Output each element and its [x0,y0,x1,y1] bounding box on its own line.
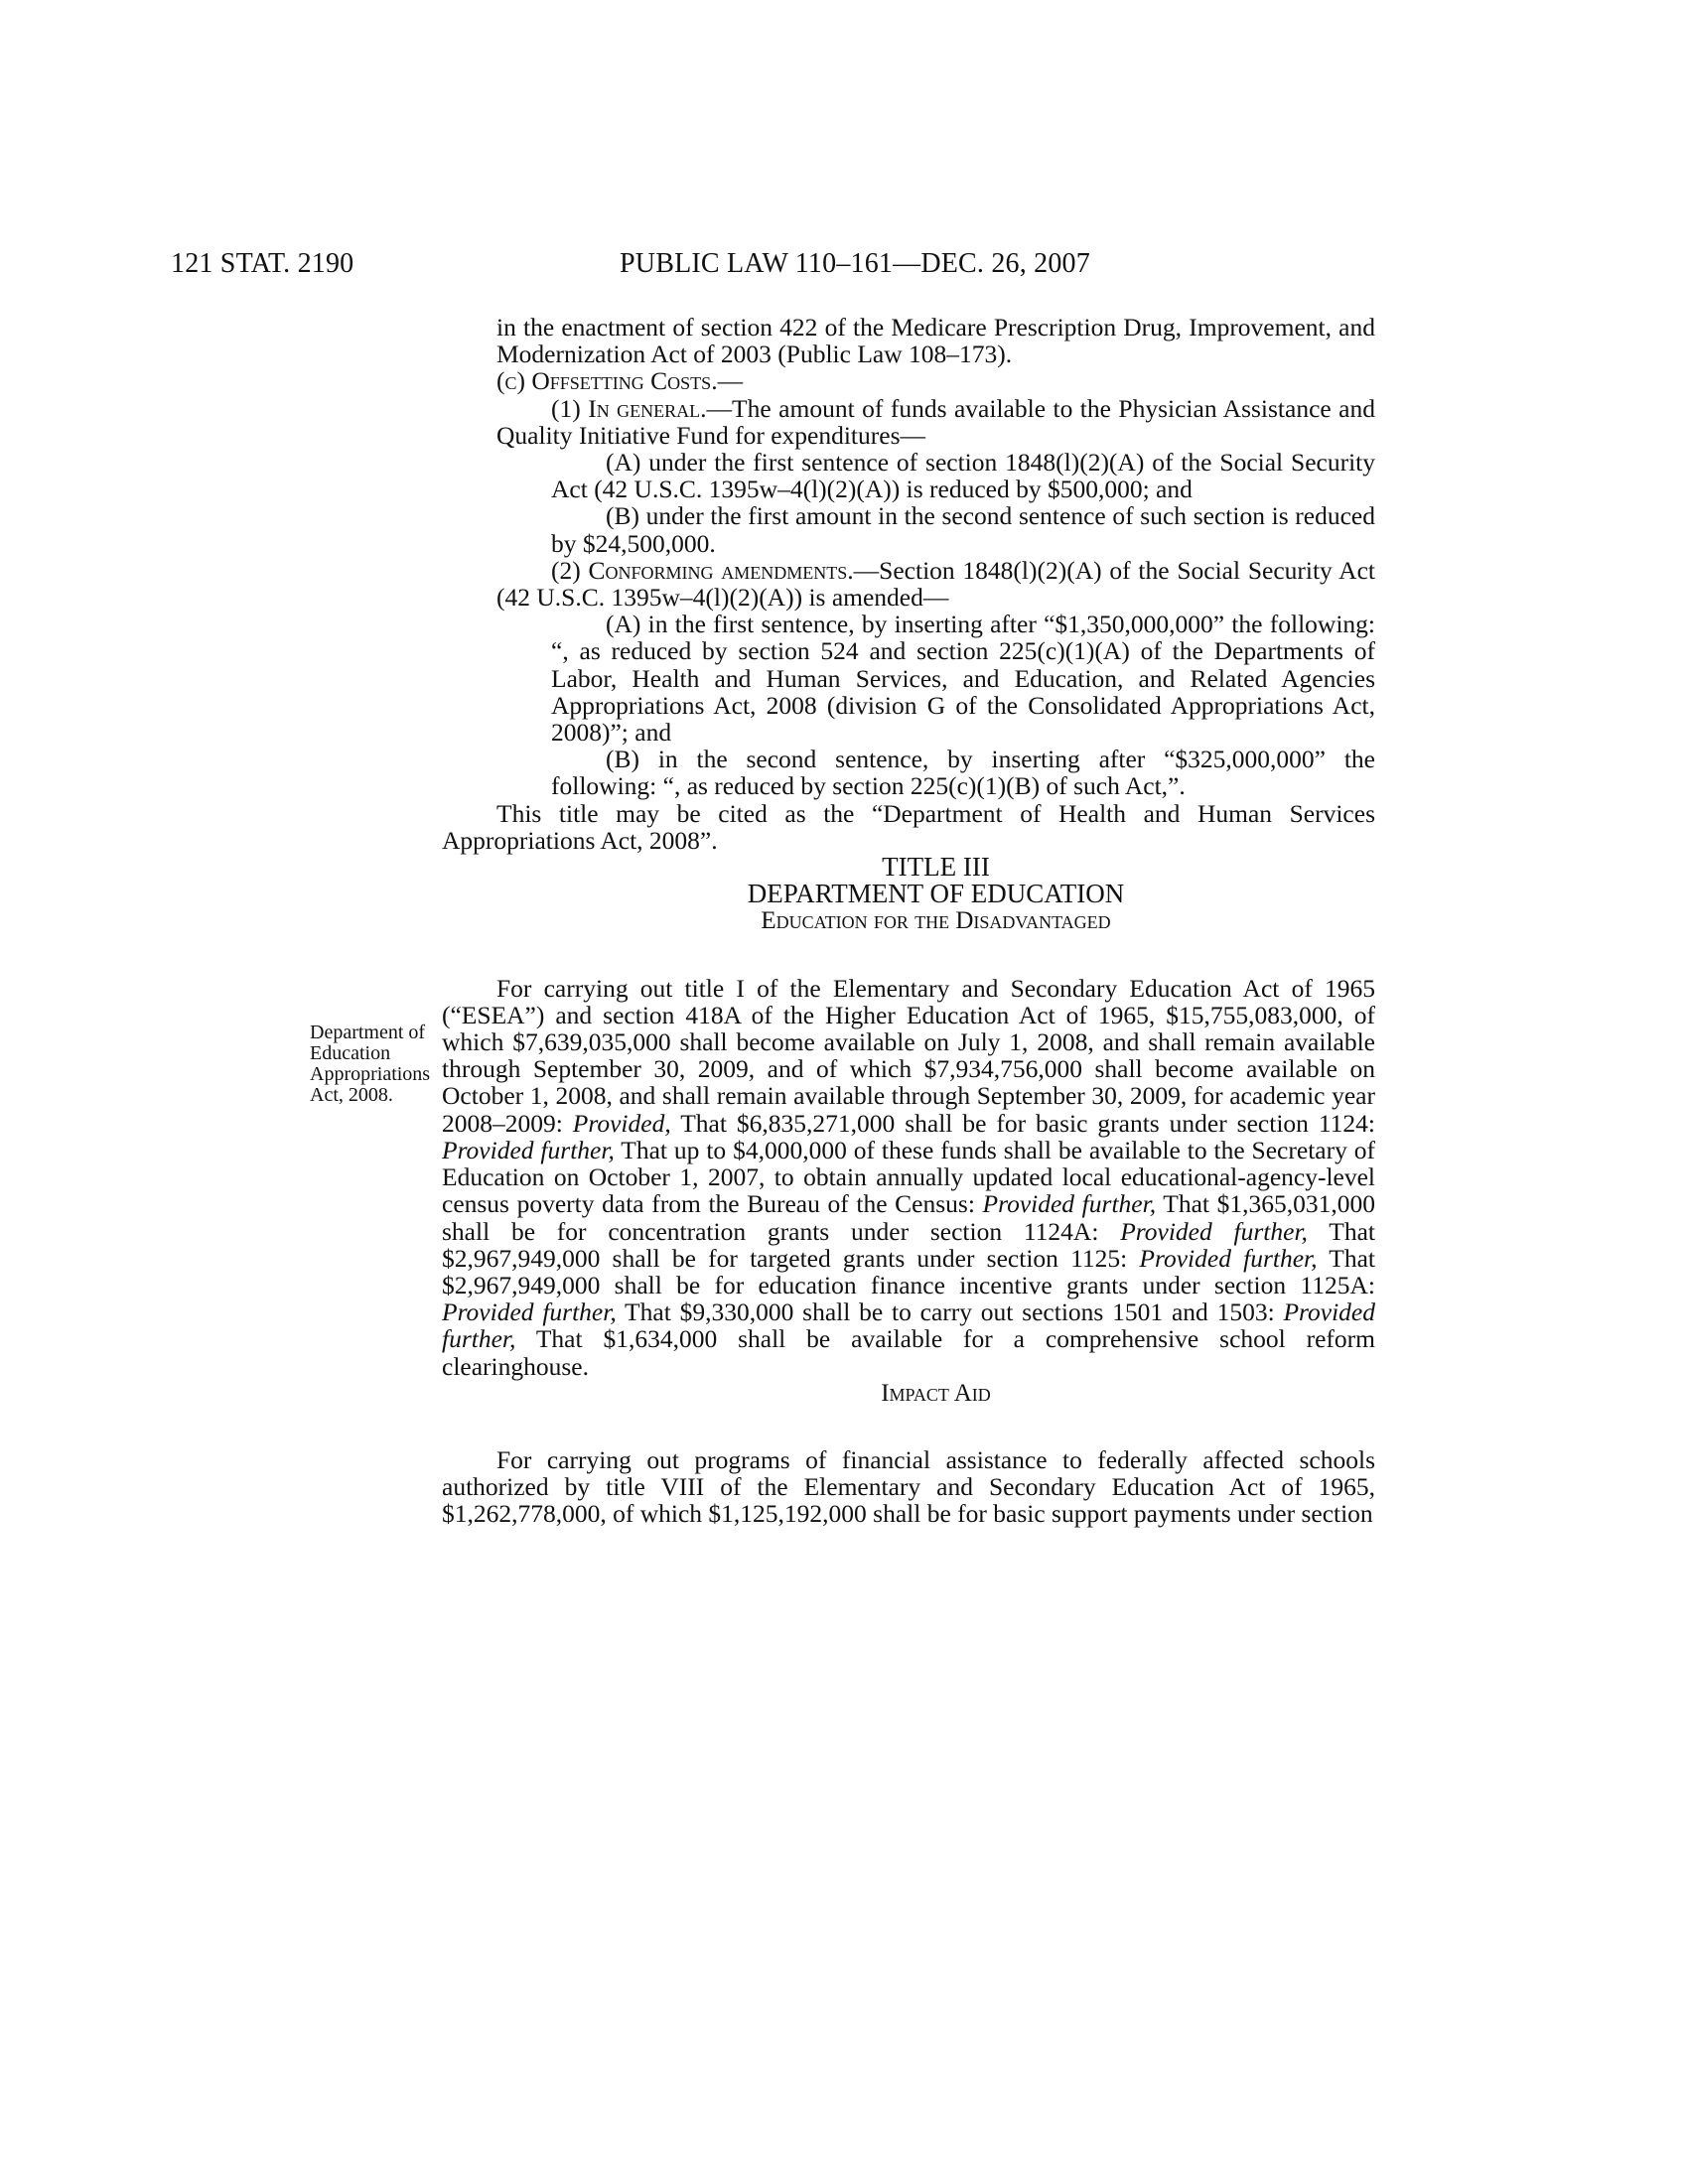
c1-text: —The amount of funds available to the Physician Assistance and Quality Initiative Fund for expenditures— [496,393,1376,450]
title-heading: TITLE III [882,852,990,883]
education-disadvantaged-paragraph [442,975,1375,1380]
stat-page-number: 121 STAT. 2190 [171,248,354,279]
text-run: That $6,835,271,000 shall be for basic grants under section 1124: [670,1108,1375,1138]
paragraph-c2 [496,557,1375,611]
text-run: That $9,330,000 shall be to carry out sections 1501 and 1503: [616,1297,1284,1327]
paragraph-continuation: in the enactment of section 422 of the Medicare Prescription Drug, Improvement, and Modernization Act of 2003 (Public Law 108–173). [496,313,1375,369]
text-run: For carrying out title I of the Elementary and Secondary Education Act of 1965 (“ESEA”) and section 418A of the Higher Education Act of 1965, $15,755,083,000, of which $7,639,035,000 shall become available on July 1, 2008, and shall remain available through September 30, 2009, and of which $7,934,756,000 shall become available on October 1, 2008, and shall remain available through September 30, 2009, for academic year 2008–2009: [442,973,1375,1138]
text-run: That $1,634,000 shall be available for a comprehensive school reform clearinghouse. [442,1324,1375,1381]
proviso: Provided further, [442,1297,1375,1354]
body-text [442,313,1376,1529]
clause-c1-a: (A) under the first sentence of section 1848(l)(2)(A) of the Social Security Act (42 U.S.C. 1395w–4(l)(2)(A)) is reduced by $500,000; and [551,448,1375,504]
c1-heading: (1) In general. [551,393,707,423]
text-run: That $1,365,031,000 shall be for concentration grants under section 1124A: [442,1189,1375,1246]
proviso: Provided, [572,1108,671,1138]
running-header [0,248,1688,288]
text-run: That $2,967,949,000 shall be for education finance incentive grants under section 1125A: [442,1243,1375,1299]
clause-c1-b: (B) under the first amount in the second sentence of such section is reduced by $24,500,000. [551,501,1375,558]
clause-c2-a: (A) in the first sentence, by inserting after “$1,350,000,000” the following: “, as reduced by section 524 and section 225(c)(1)(A) of the Departments of Labor, Health and Human Services, and Education, and Related Agencies Appropriations Act, 2008 (division G of the Consolidated Appropriations Act, 2008)”; and [551,610,1375,748]
c2-heading: (2) Conforming amendments. [551,555,854,585]
section-heading-impact-aid: Impact Aid [881,1379,991,1407]
paragraph-c1 [496,395,1375,449]
public-law-header: PUBLIC LAW 110–161—DEC. 26, 2007 [620,248,1090,279]
department-heading: DEPARTMENT OF EDUCATION [747,879,1125,909]
c2-text: —Section 1848(l)(2)(A) of the Social Security Act (42 U.S.C. 1395w–4(l)(2)(A)) is amended— [496,555,1375,613]
margin-note-line: Appropriations [310,1063,431,1085]
proviso: Provided further, [1120,1216,1308,1246]
impact-aid-paragraph: For carrying out programs of financial assistance to federally affected schools authorized by title VIII of the Elementary and Secondary Education Act of 1965, $1,262,778,000, of which $1,125,192,000 shall be for basic support payments under section [442,1444,1375,1529]
clause-c2-b: (B) in the second sentence, by inserting after “$325,000,000” the following: “, as reduced by section 225(c)(1)(B) of such Act,”. [551,745,1375,801]
section-heading-disadvantaged: Education for the Disadvantaged [761,907,1111,935]
text-run: That $2,967,949,000 shall be for targeted grants under section 1125: [442,1216,1375,1273]
proviso: Provided further, [982,1189,1157,1219]
short-title-citation: This title may be cited as the “Department of Health and Human Services Appropriations Act, 2008”. [442,798,1375,855]
proviso: Provided further, [442,1297,617,1327]
text-run: That up to $4,000,000 of these funds shall be available to the Secretary of Education on October 1, 2007, to obtain annually updated local educational-agency-level census poverty data from the Bureau of the Census: [442,1135,1375,1219]
margin-note-line: Act, 2008. [310,1084,393,1106]
proviso: Provided further, [1139,1243,1318,1273]
margin-note-line: Education [310,1042,391,1064]
proviso: Provided further, [442,1135,615,1164]
margin-note-line: Department of [310,1022,426,1043]
subsection-c-heading: (c) Offsetting Costs.— [496,366,744,396]
